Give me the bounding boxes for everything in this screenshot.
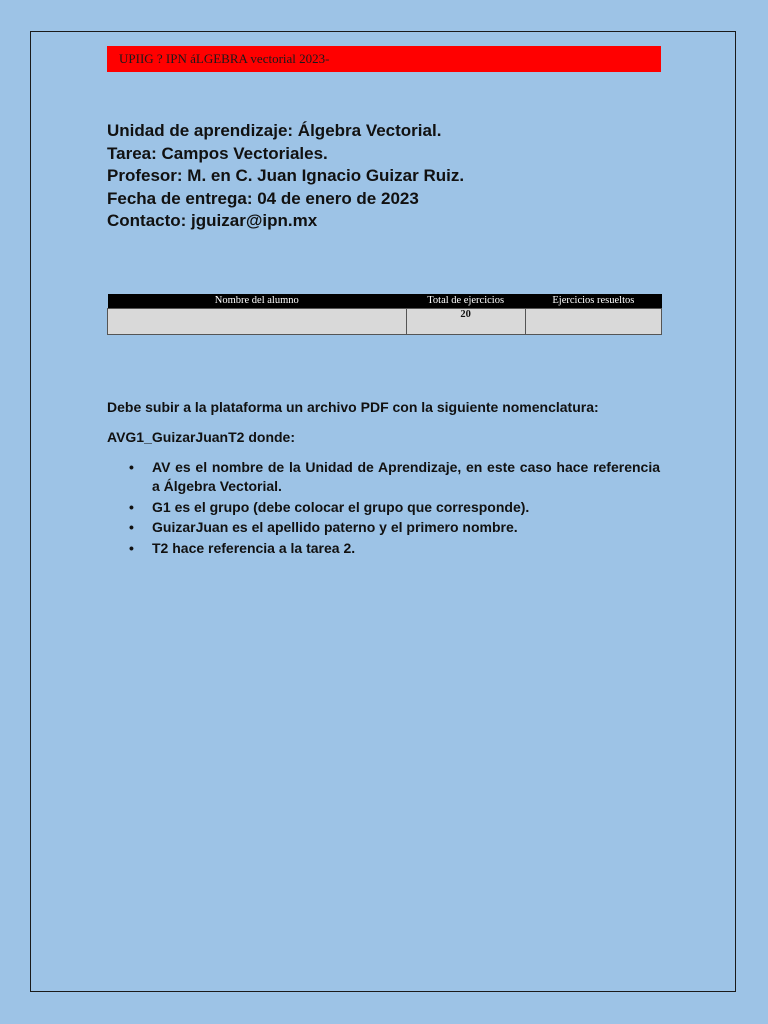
table-row xyxy=(108,309,662,335)
list-item-text: G1 es el grupo (debe colocar el grupo que corresponde). xyxy=(152,498,530,515)
header-nombre: Nombre del alumno xyxy=(108,294,407,309)
contacto-line: Contacto: jguizar@ipn.mx xyxy=(107,211,318,230)
assignment-info xyxy=(107,120,667,233)
student-table xyxy=(107,294,662,335)
header-resueltos: Ejercicios resueltos xyxy=(525,294,661,309)
header-bar xyxy=(107,46,661,72)
instruction-line-2: AVG1_GuizarJuanT2 donde: xyxy=(107,429,295,445)
bullet-icon: • xyxy=(129,519,134,535)
instruction-line-1: Debe subir a la plataforma un archivo PDF con la siguiente nomenclatura: xyxy=(107,399,599,415)
cell-resueltos[interactable] xyxy=(525,309,661,335)
bullet-icon: • xyxy=(129,459,134,475)
header-total: Total de ejercicios xyxy=(406,294,525,309)
profesor-line: Profesor: M. en C. Juan Ignacio Guizar Ruiz. xyxy=(107,166,465,185)
cell-total: 20 xyxy=(406,309,525,335)
list-item xyxy=(107,498,660,517)
list-item xyxy=(107,539,660,558)
list-item-text: AV es el nombre de la Unidad de Aprendizaje, en este caso hace referencia a Álgebra Vectorial. xyxy=(152,459,660,494)
list-item xyxy=(107,518,660,537)
unidad-line: Unidad de aprendizaje: Álgebra Vectorial. xyxy=(107,121,442,140)
bullet-icon: • xyxy=(129,498,134,515)
header-text: UPIIG ? IPN áLGEBRA vectorial 2023- xyxy=(119,51,330,66)
list-item xyxy=(107,458,660,496)
instructions xyxy=(107,396,660,559)
nomenclature-list xyxy=(107,458,660,558)
cell-nombre[interactable] xyxy=(108,309,407,335)
fecha-line: Fecha de entrega: 04 de enero de 2023 xyxy=(107,188,419,208)
bullet-icon: • xyxy=(129,539,134,556)
table-header-row xyxy=(108,294,662,309)
tarea-line: Tarea: Campos Vectoriales. xyxy=(107,143,328,163)
list-item-text: T2 hace referencia a la tarea 2. xyxy=(152,539,356,556)
list-item-text: GuizarJuan es el apellido paterno y el primero nombre. xyxy=(152,519,518,535)
